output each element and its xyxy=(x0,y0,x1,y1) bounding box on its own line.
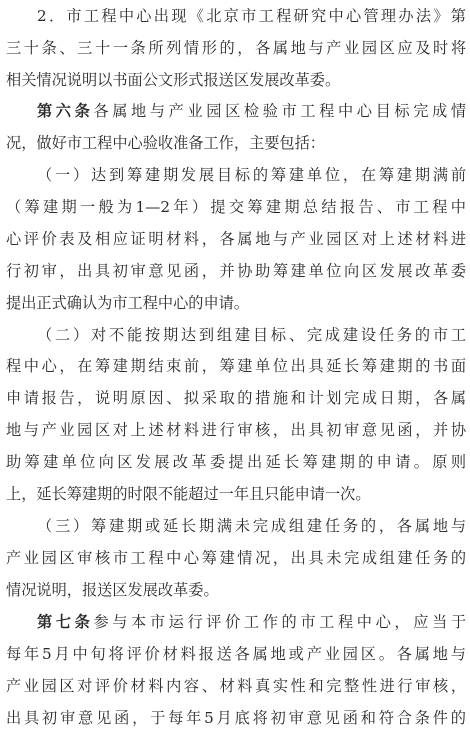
paragraph-line: 上，延长筹建期的时限不能超过一年且只能申请一次。 xyxy=(6,485,371,503)
paragraph-line: 况，做好市工程中心验收准备工作，主要包括： xyxy=(6,134,325,152)
article-6-line xyxy=(6,101,466,121)
paragraph-line: 出具初审意见函，于每年5月底将初审意见函和符合条件的 xyxy=(6,709,466,727)
article-6-text: 各属地与产业园区检验市工程中心目标完成情 xyxy=(93,102,467,120)
article-7-heading: 第七条 xyxy=(37,613,94,631)
paragraph-line: 三十条、三十一条所列情形的，各属地与产业园区应及时将 xyxy=(6,39,466,57)
paragraph-line: （三）筹建期或延长期满未完成组建任务的，各属地与 xyxy=(37,517,466,535)
paragraph-line: （二）对不能按期达到组建目标、完成建设任务的市工 xyxy=(37,326,466,344)
article-7-text: 参与本市运行评价工作的市工程中心，应当于 xyxy=(93,613,467,631)
paragraph-line: （一）达到筹建期发展目标的筹建单位，在筹建期满前 xyxy=(37,166,466,184)
paragraph-line: 助筹建单位向区发展改革委提出延长筹建期的申请。原则 xyxy=(6,453,466,471)
paragraph-line: 申请报告，说明原因、拟采取的措施和计划完成日期，各属 xyxy=(6,389,466,407)
paragraph-line: 程中心，在筹建期结束前，筹建单位出具延长筹建期的书面 xyxy=(6,357,466,375)
article-7-line xyxy=(6,612,466,632)
paragraph-line: 提出正式确认为市工程中心的申请。 xyxy=(6,294,249,312)
paragraph-line: 每年5月中旬将评价材料报送各属地或产业园区。各属地与 xyxy=(6,645,466,663)
article-6-heading: 第六条 xyxy=(37,102,94,120)
paragraph-line: 行初审，出具初审意见函，并协助筹建单位向区发展改革委 xyxy=(6,262,466,280)
paragraph-line: 2．市工程中心出现《北京市工程研究中心管理办法》第 xyxy=(37,7,466,25)
paragraph-line: 心评价表及相应证明材料，各属地与产业园区对上述材料进 xyxy=(6,230,466,248)
paragraph-line: 情况说明，报送区发展改革委。 xyxy=(6,581,219,599)
paragraph-line: （筹建期一般为1—2年）提交筹建期总结报告、市工程中 xyxy=(6,198,466,216)
paragraph-line: 相关情况说明以书面公文形式报送区发展改革委。 xyxy=(6,71,341,89)
paragraph-line: 产业园区审核市工程中心筹建情况，出具未完成组建任务的 xyxy=(6,549,466,567)
paragraph-line: 产业园区对评价材料内容、材料真实性和完整性进行审核， xyxy=(6,677,466,695)
paragraph-line: 地与产业园区对上述材料进行审核，出具初审意见函，并协 xyxy=(6,421,466,439)
